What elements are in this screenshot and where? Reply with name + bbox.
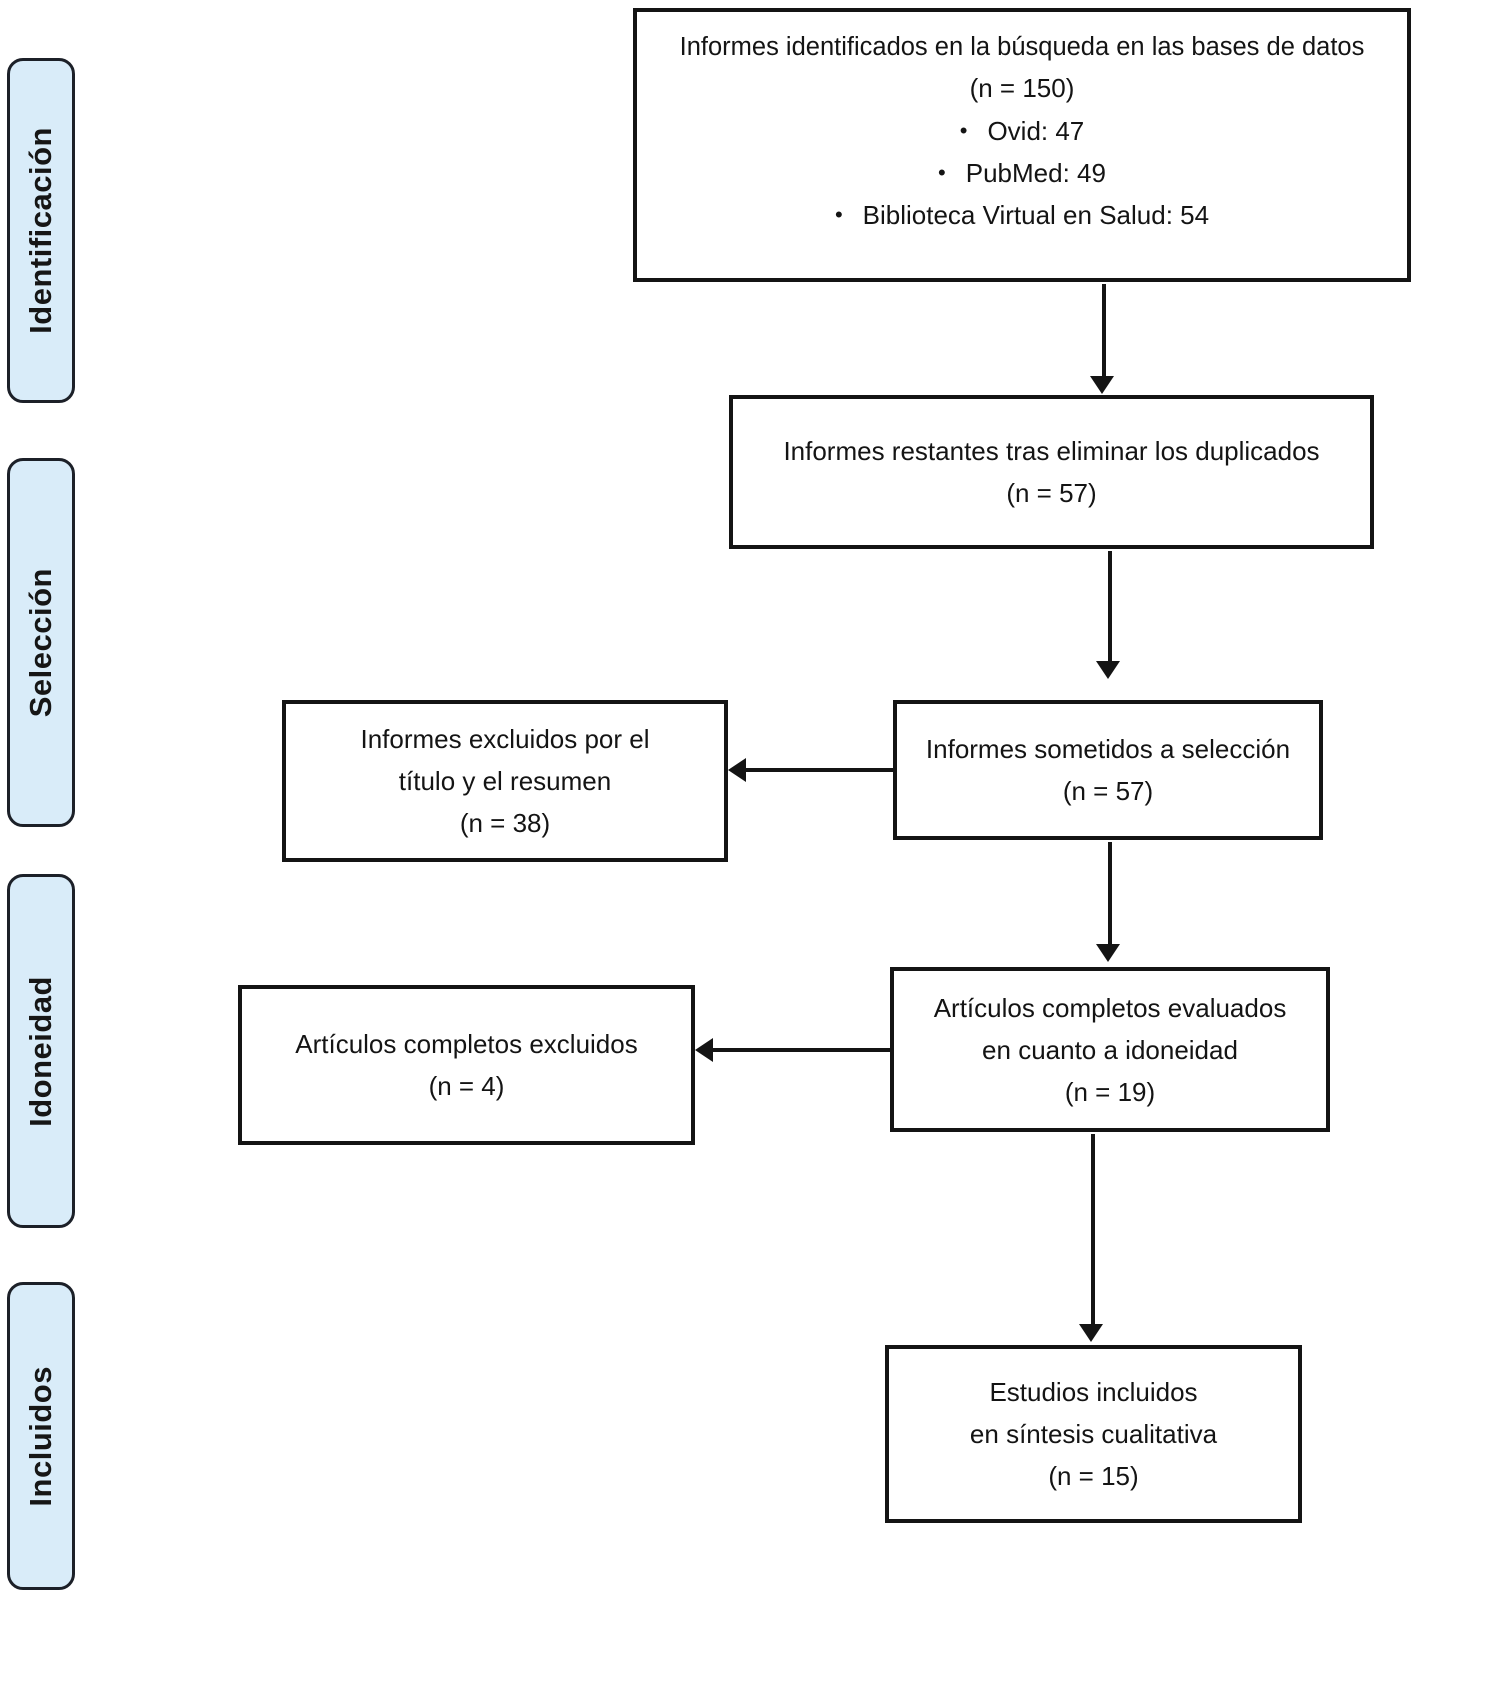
arrow-down-icon bbox=[1096, 944, 1120, 962]
box-fulltext-excluded bbox=[238, 985, 695, 1145]
arrow-stem bbox=[713, 1048, 890, 1052]
bullet-icon: • bbox=[959, 118, 968, 143]
records-excluded-line2: título y el resumen bbox=[398, 766, 612, 796]
stage-label-seleccion-text: Selección bbox=[23, 567, 58, 718]
arrow-left-icon bbox=[728, 758, 746, 782]
arrow-stem bbox=[1108, 842, 1112, 946]
arrow-left-icon bbox=[695, 1038, 713, 1062]
box-records-identified bbox=[633, 8, 1411, 282]
box-records-screened bbox=[893, 700, 1323, 840]
arrow-stem bbox=[1102, 284, 1106, 378]
records-identified-title: Informes identificados en la búsqueda en las bases de datos bbox=[679, 33, 1365, 61]
arrow-down-icon bbox=[1096, 661, 1120, 679]
stage-label-incluidos bbox=[7, 1282, 75, 1590]
box-records-excluded-title-abstract bbox=[282, 700, 728, 862]
database-item-pubmed-text: PubMed: 49 bbox=[965, 158, 1106, 188]
stage-label-incluidos-text: Incluidos bbox=[23, 1365, 58, 1507]
database-item-bvs-text: Biblioteca Virtual en Salud: 54 bbox=[862, 200, 1210, 230]
stage-label-identificacion bbox=[7, 58, 75, 403]
records-excluded-count: (n = 38) bbox=[459, 808, 551, 838]
box-records-after-duplicates bbox=[729, 395, 1374, 549]
fulltext-excluded-count: (n = 4) bbox=[428, 1071, 505, 1101]
records-screened-text: Informes sometidos a selección bbox=[925, 734, 1291, 764]
stage-label-seleccion bbox=[7, 458, 75, 827]
studies-included-count: (n = 15) bbox=[1048, 1461, 1139, 1491]
arrow-down-icon bbox=[1090, 376, 1114, 394]
records-identified-count: (n = 150) bbox=[969, 73, 1075, 103]
records-screened-count: (n = 57) bbox=[1062, 776, 1154, 806]
database-item-bvs bbox=[835, 194, 1209, 236]
stage-label-identificacion-text: Identificación bbox=[23, 127, 58, 334]
stage-label-idoneidad bbox=[7, 874, 75, 1228]
arrow-stem bbox=[1108, 551, 1112, 663]
bullet-icon: • bbox=[938, 160, 946, 185]
arrow-stem bbox=[746, 768, 893, 772]
records-excluded-line1: Informes excluidos por el bbox=[360, 724, 650, 754]
records-after-duplicates-count: (n = 57) bbox=[1006, 478, 1097, 508]
box-fulltext-assessed bbox=[890, 967, 1330, 1132]
database-item-ovid bbox=[960, 110, 1085, 152]
studies-included-line2: en síntesis cualitativa bbox=[969, 1419, 1218, 1449]
fulltext-assessed-line1: Artículos completos evaluados bbox=[933, 992, 1287, 1023]
database-item-pubmed bbox=[938, 152, 1106, 194]
records-after-duplicates-text: Informes restantes tras eliminar los duplicados bbox=[783, 436, 1320, 466]
fulltext-excluded-text: Artículos completos excluidos bbox=[295, 1029, 638, 1059]
bullet-icon: • bbox=[834, 202, 843, 227]
studies-included-line1: Estudios incluidos bbox=[989, 1377, 1198, 1407]
fulltext-assessed-line2: en cuanto a idoneidad bbox=[982, 1034, 1238, 1065]
box-studies-included bbox=[885, 1345, 1302, 1523]
arrow-down-icon bbox=[1079, 1324, 1103, 1342]
stage-label-idoneidad-text: Idoneidad bbox=[23, 975, 58, 1127]
database-item-ovid-text: Ovid: 47 bbox=[987, 116, 1085, 146]
fulltext-assessed-count: (n = 19) bbox=[1064, 1076, 1156, 1107]
arrow-stem bbox=[1091, 1134, 1095, 1326]
